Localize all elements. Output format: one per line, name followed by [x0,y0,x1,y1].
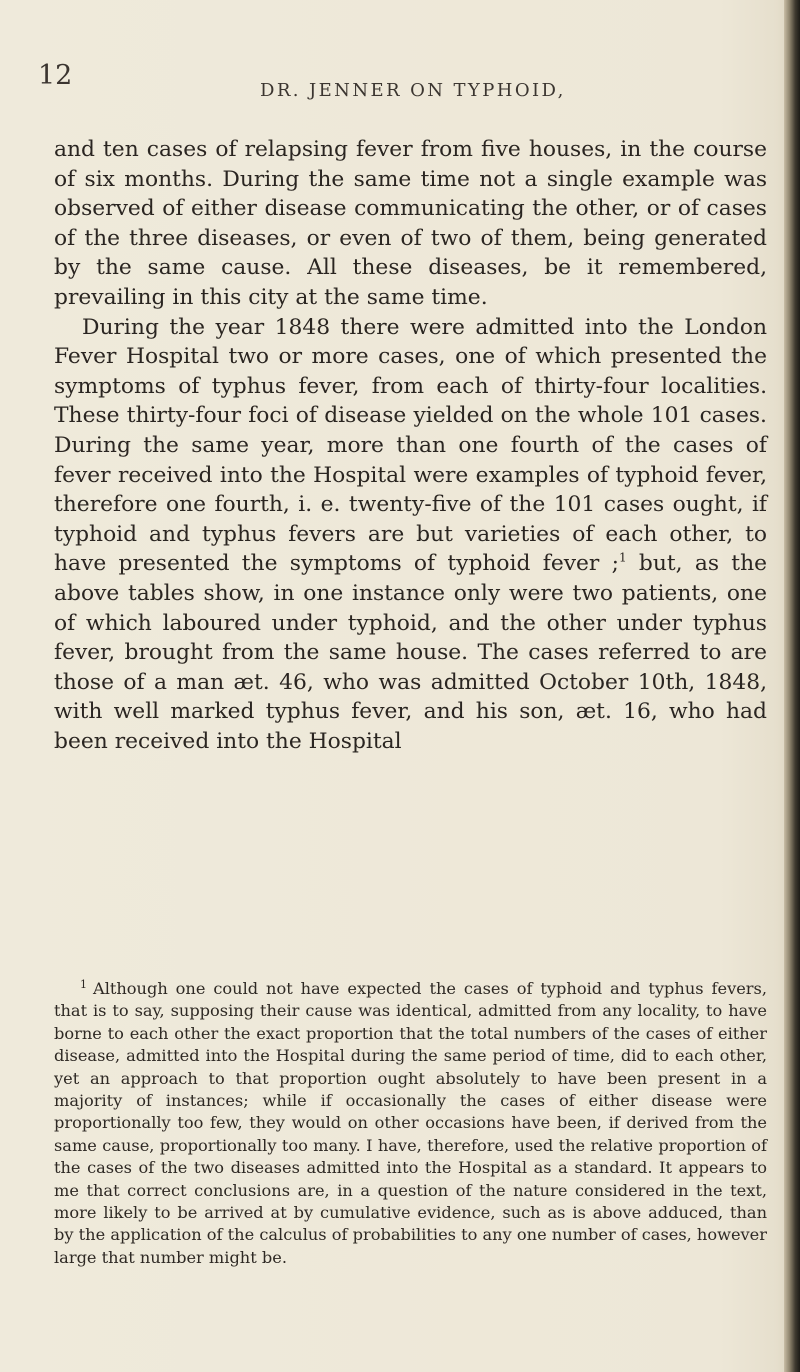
footnote-text-block [54,978,767,1269]
page-number: 12 [38,60,73,91]
footnote [54,978,767,1269]
running-head: DR. JENNER ON TYPHOID, [260,80,566,101]
page-binding-edge [784,0,800,1372]
paragraph-2 [54,313,767,757]
footnote-text: Although one could not have expected the cases of typhoid and typhus fevers, that is to say, supposing their cause was identical, admitted from any locality, to have borne to each other the exact proportion that the total numbers of the cases of either disease, admitted into the Hospital during the same period of time, did to each other, yet an approach to that proportion ought absolutely to have been present in a majority of instances; while if occasionally the cases of either disease were proportionally too few, they would on other occasions have been, if derived from the same cause, proportionally too many. I have, therefore, used the relative proportion of the cases of the two diseases admitted into the Hospital as a standard. It appears to me that correct conclusions are, in a question of the nature considered in the text, more likely to be arrived at by cumulative evidence, such as is above adduced, than by the application of the calculus of probabilities to any one number of cases, however large that number might be. [54,979,767,1267]
paragraph-2-before-note: During the year 1848 there were admitted into the London Fever Hospital two or more cases, one of which presented the symptoms of typhus fever, from each of thirty-four localities. These thirty-four foci of disease yielded on the whole 101 cases. During the same year, more than one fourth of the cases of fever received into the Hospital were examples of typhoid fever, therefore one fourth, i. e. twenty-five of the 101 cases ought, if typhoid and typhus fevers are but varieties of each other, to have presented the symptoms of typhoid fever ; [54,314,767,577]
footnote-reference: 1 [618,551,627,566]
footnote-marker: 1 [80,977,87,991]
paragraph-1: and ten cases of relapsing fever from five houses, in the course of six months. During the same time not a single example was observed of either disease communicating the other, or of cases of the three diseases, or even of two of them, being generated by the same cause. All these diseases, be it remembered, prevailing in this city at the same time. [54,137,767,310]
body-text [54,135,767,756]
paragraph-2-after-note: but, as the above tables show, in one instance only were two patients, one of which laboured under typhoid, and the other under typhus fever, brought from the same house. The cases referred to are those of a man æt. 46, who was admitted October 10th, 1848, with well marked typhus fever, and his son, æt. 16, who had been received into the Hospital [54,551,768,754]
